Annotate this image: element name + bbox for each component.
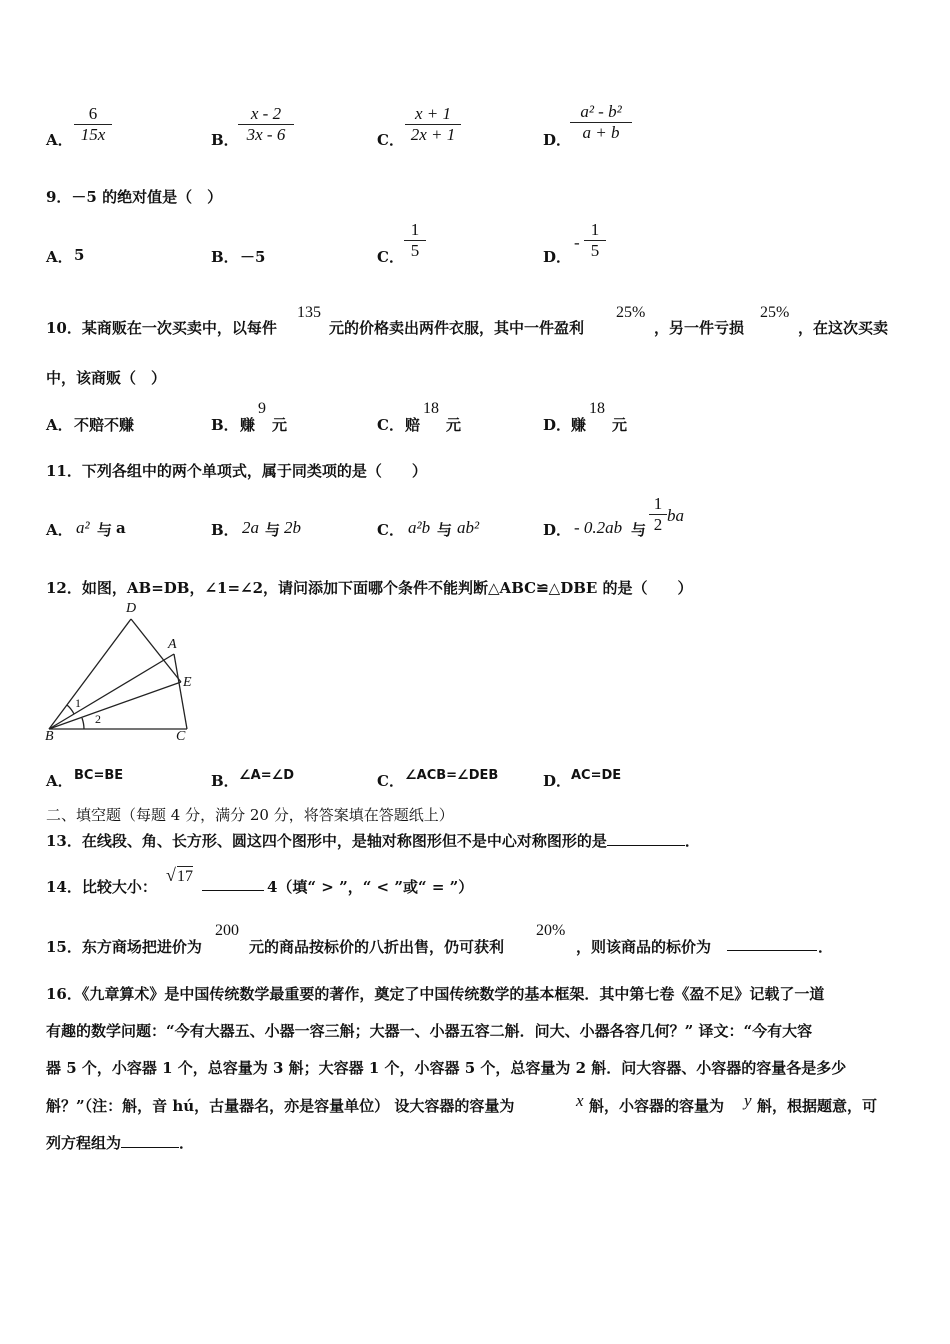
label-d: D [126, 601, 137, 616]
label-a: A [168, 637, 177, 652]
angle-2-arc [82, 718, 84, 729]
q13-stem: 13．在线段、角、长方形、圆这四个图形中，是轴对称图形但不是中心对称图形的是 ． [46, 832, 700, 850]
section-title: 二、填空题（每题 4 分，满分 20 分，将答案填在答题纸上） [46, 806, 454, 824]
cost-value: 200 [215, 922, 239, 939]
fraction: x + 1 2x + 1 [405, 104, 461, 145]
radicand: 17 [177, 868, 193, 885]
q12-stem: 12．如图，AB=DB，∠1=∠2，请问添加下面哪个条件不能判断△ABC≌△DBE 的是（ ） [46, 579, 693, 597]
profit-value: 25% [616, 304, 646, 321]
label-e: E [183, 675, 192, 690]
answer-blank[interactable] [121, 1147, 179, 1148]
option-value: 5 [74, 246, 85, 264]
triangle-diagram [44, 605, 194, 747]
label-b: B [45, 729, 54, 744]
fraction: 6 15x [74, 104, 112, 145]
fraction: 1 5 [584, 220, 606, 261]
option-letter: A． [46, 131, 73, 149]
fraction: a² - b² a + b [570, 102, 632, 143]
label-c: C [176, 729, 186, 744]
loss-value: 25% [760, 304, 790, 321]
option-value: －5 [240, 248, 266, 266]
option-letter: D． [543, 131, 572, 149]
answer-blank[interactable] [202, 874, 264, 891]
option-letter: B． [211, 131, 239, 149]
fraction: x - 2 3x - 6 [238, 104, 294, 145]
fraction: 1 2 [649, 494, 667, 535]
answer-blank[interactable] [727, 934, 817, 951]
var-y: y [744, 1091, 752, 1110]
minus-sign: - [574, 233, 580, 252]
sqrt-sign: √ [166, 865, 176, 885]
label-angle-1: 1 [75, 696, 81, 710]
triangle-figure [44, 601, 194, 747]
price-value: 135 [297, 304, 321, 321]
segment-ac [174, 654, 187, 729]
fraction: 1 5 [404, 220, 426, 261]
segment-bd [49, 619, 131, 729]
profit-value: 20% [536, 922, 566, 939]
label-angle-2: 2 [95, 712, 101, 726]
answer-blank[interactable] [607, 845, 685, 846]
option-letter: C． [377, 131, 404, 149]
var-x: x [576, 1091, 584, 1110]
q11-stem: 11．下列各组中的两个单项式，属于同类项的是（ ） [46, 462, 427, 480]
angle-1-arc [67, 705, 74, 714]
q9-stem: 9．－5 的绝对值是（ ） [46, 188, 223, 206]
